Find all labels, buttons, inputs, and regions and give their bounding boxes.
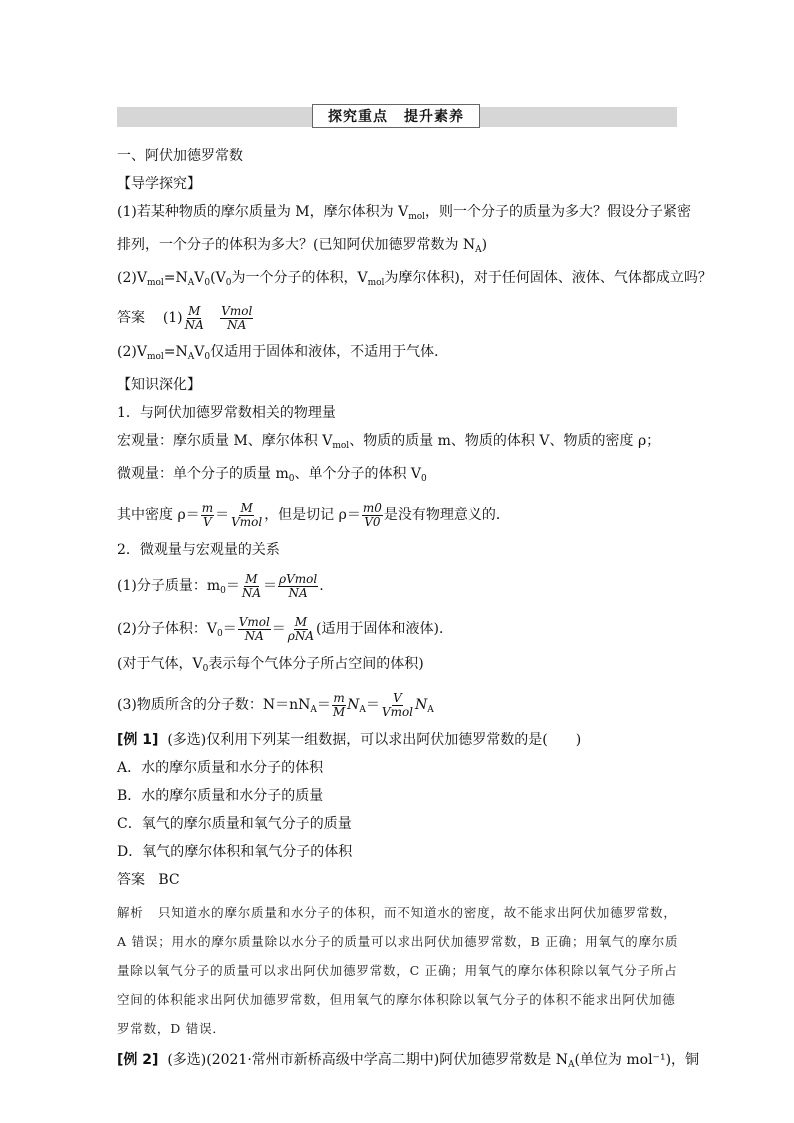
example-1-option-d: D．氧气的摩尔体积和氧气分子的体积 — [117, 844, 353, 860]
example-2-stem: [例 2] (多选)(2021·常州市新桥高级中学高二期中)阿伏加德罗常数是 $N_A$(单位为 mol⁻¹)，铜 — [117, 1052, 700, 1070]
molecule-volume-formula: (2)分子体积：$V_0=$ $\frac{\text{Vmol}}{NA}$ ＝ $\frac{M}{\text{ρNA}}$ (适用于固体和液体)． — [117, 614, 453, 643]
banner-left-label: 探究重点 — [328, 109, 388, 125]
banner-right-label: 提升素养 — [404, 109, 464, 125]
document-body — [117, 146, 712, 1083]
deepen-heading: 【知识深化】 — [117, 377, 201, 393]
density-formula: 其中密度 ρ＝ $\frac{m}{V}$ ＝ $\frac{M}{\text{Vmol}}$ ，但是切记 ρ＝ $\frac{m0}{V0}$ 是没有物理意义的． — [117, 500, 510, 529]
molecule-count-formula: (3)物质所含的分子数：$N=nN_A=$ $\frac{m}{M}$ $N_A=$ $\frac{V}{\text{Vmol}}$ $N_A$ — [117, 690, 434, 719]
guide-answer: 答案 (1) $\frac{M}{NA}$ $\frac{\text{Vmol}}{NA}$ — [117, 303, 253, 332]
fraction-M-over-NA: $\frac{M}{NA}$ — [184, 303, 204, 332]
gas-note: (对于气体，$V_0$表示每个气体分子所占空间的体积) — [117, 656, 424, 674]
example-1-analysis: 解析 只知道水的摩尔质量和水分子的体积，而不知道水的密度，故不能求出阿伏加德罗常数，A 错误；用水的摩尔质量除以水分子的质量可以求出阿伏加德罗常数，B 正确；用氧气的摩尔质量除以氧气分子的质量可以求出阿伏加德罗常数，C 正确；用氧气的摩尔体积除以氧气分子所占空间的体积能求出阿伏加德罗常数，但用氧气的摩尔体积除以氧气分子的体积不能求出阿伏加德罗常数，D 错误． — [117, 905, 679, 1036]
guide-heading: 【导学探究】 — [117, 176, 201, 192]
fraction-Vmol-over-NA: $\frac{\text{Vmol}}{NA}$ — [221, 303, 253, 332]
macro-quantities: 宏观量：摩尔质量 M、摩尔体积 $V_{mol}$、物质的质量 m、物质的体积 V、物质的密度 ρ； — [117, 433, 661, 451]
guide-answer-2: $(2)V_{mol}=N_AV_0$仅适用于固体和液体，不适用于气体． — [117, 344, 449, 362]
example-1-answer: 答案 BC — [117, 872, 180, 888]
example-1-stem: [例 1] (多选)仅利用下列某一组数据，可以求出阿伏加德罗常数的是( ) — [117, 732, 582, 748]
micro-quantities: 微观量：单个分子的质量 $m_0$、单个分子的体积 $V_0$ — [117, 466, 427, 484]
deepen-point-2: 2．微观量与宏观量的关系 — [117, 542, 280, 558]
example-1-option-a: A．水的摩尔质量和水分子的体积 — [117, 760, 324, 776]
guide-q1-line1: (1)若某种物质的摩尔质量为 M，摩尔体积为 $V_{mol}$，则一个分子的质量为多大？假设分子紧密 — [117, 204, 692, 222]
molecule-mass-formula: (1)分子质量：$m_0=$ $\frac{M}{NA}$ ＝ $\frac{\text{ρVmol}}{NA}$ . — [117, 571, 324, 600]
example-1-option-b: B．水的摩尔质量和水分子的质量 — [117, 788, 324, 804]
guide-q2: $(2)V_{mol}=N_AV_0(V_0$为一个分子的体积，$V_{mol}$为摩尔体积)，对于任何固体、液体、气体都成立吗？ — [117, 270, 712, 288]
deepen-point-1: 1．与阿伏加德罗常数相关的物理量 — [117, 405, 336, 421]
guide-q1-line2: 排列，一个分子的体积为多大？(已知阿伏加德罗常数为 $N_A$) — [117, 237, 488, 255]
section-title: 一、阿伏加德罗常数 — [117, 148, 243, 164]
section-banner — [312, 104, 480, 128]
example-1-option-c: C．氧气的摩尔质量和氧气分子的质量 — [117, 816, 352, 832]
